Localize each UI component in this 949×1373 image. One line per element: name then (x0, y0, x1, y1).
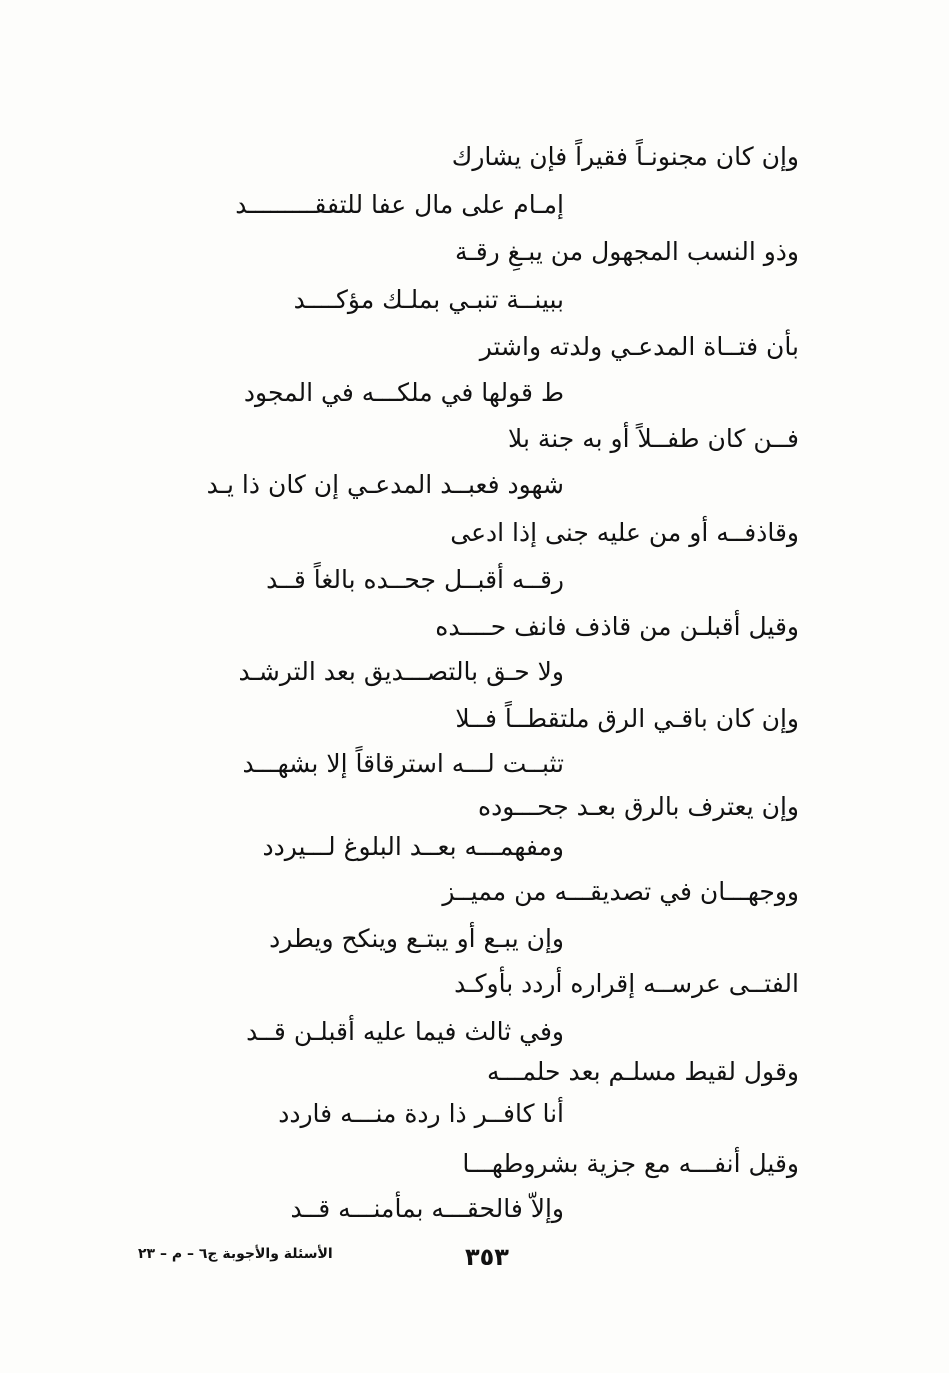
verse-line-11: وقيل أقبلـن من قاذف فانف حــــده (435, 612, 799, 641)
verse-line-17: ووجهـــان في تصديقـــه من مميــز (442, 877, 799, 906)
verse-line-23: وقيل أنفـــه مع جزية بشروطهـــا (462, 1149, 799, 1178)
verse-line-19: الفتــى عرســه إقراره أردد بأوكـد (454, 969, 799, 998)
verse-line-13: وإن كان باقـي الرق ملتقطــاً فــلا (455, 704, 799, 733)
verse-line-9: وقاذفــه أو من عليه جنى إذا ادعى (450, 518, 799, 547)
verse-line-10: رقــه أقبــل جحــده بالغاً قــد (266, 565, 564, 594)
verse-line-18: وإن يبـع أو يبتـع وينكح ويطرد (269, 924, 564, 953)
verse-line-3: وذو النسب المجهول من يبـغِ رقـة (454, 237, 799, 266)
verse-line-21: وقول لقيط مسلـم بعد حلمـــه (486, 1057, 799, 1086)
verse-line-20: وفي ثالث فيما عليه أقبلـن قــد (246, 1017, 564, 1046)
verse-line-7: فــن كان طفــلاً أو به جنة بلا (508, 424, 799, 453)
verse-line-12: ولا حـق بالتصـــديق بعد الترشـد (238, 657, 564, 686)
verse-line-24: وإلاّ فالحقـــه بمأمنـــه قــد (290, 1194, 564, 1223)
book-footer-title: الأسئلة والأجوبة ج٦ – م – ٢٣ (138, 1246, 333, 1262)
verse-line-22: أنا كافــر ذا ردة منـــه فاردد (278, 1099, 564, 1128)
verse-line-6: ط قولها في ملكـــه في المجود (243, 378, 564, 407)
verse-line-14: تثبــت لـــه استرقاقاً إلا بشهـــد (242, 749, 564, 778)
verse-line-5: بأن فتــاة المدعـي ولدته واشتر (479, 332, 799, 361)
verse-line-4: ببينــة تنبـي بملـك مؤكــــد (293, 285, 564, 314)
verse-line-1: وإن كان مجنونـاً فقيراً فإن يشارك (451, 142, 799, 171)
verse-line-8: شهود فعبــد المدعـي إن كان ذا يـد (206, 470, 564, 499)
verse-line-2: إمـام على مال عفا للتفقـــــــــد (235, 190, 564, 219)
verse-line-16: ومفهمـــه بعــد البلوغ لـــيردد (262, 832, 564, 861)
verse-line-15: وإن يعترف بالرق بعـد جحـــوده (478, 792, 799, 821)
page-number: ٣٥٣ (465, 1243, 509, 1271)
